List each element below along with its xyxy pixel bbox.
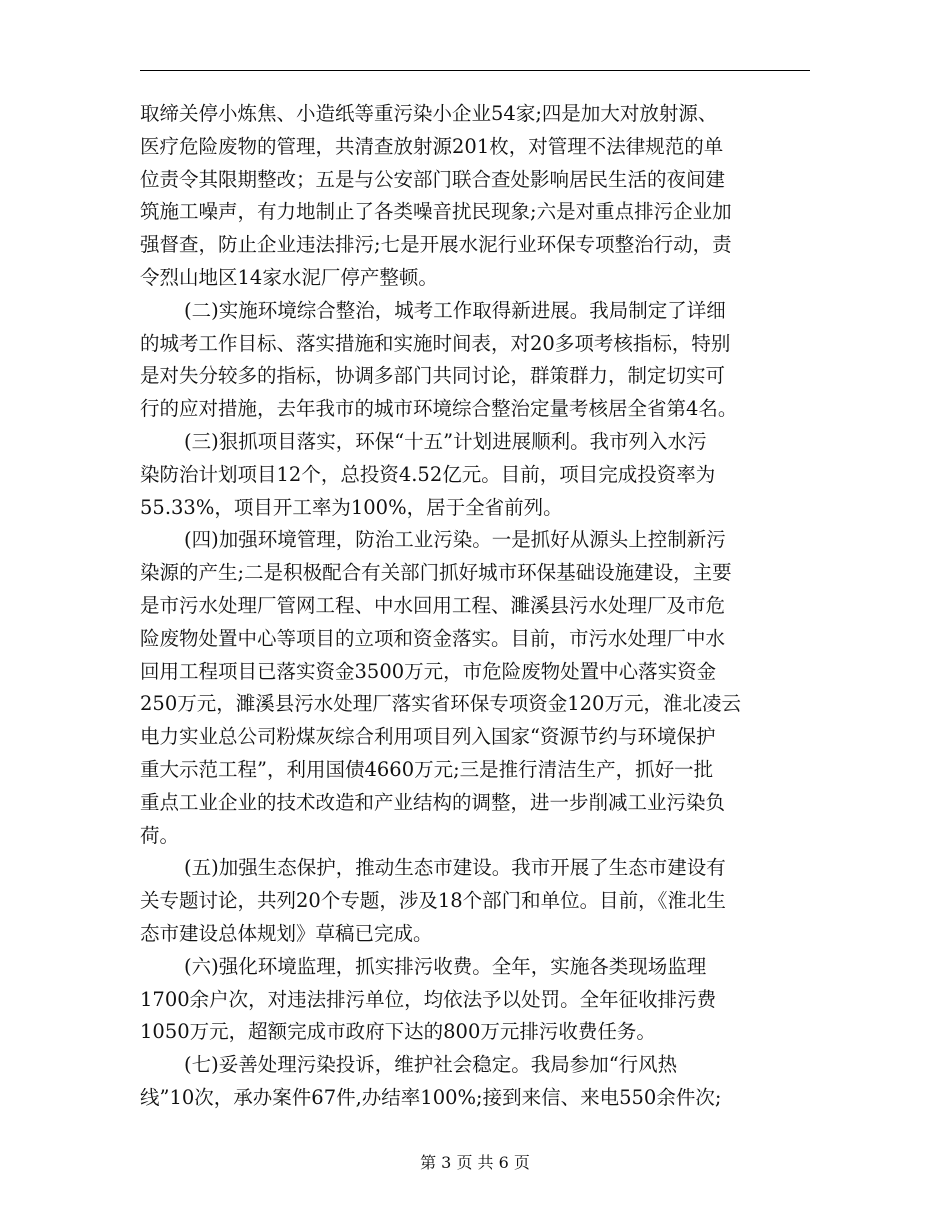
paragraph xyxy=(140,426,812,524)
text-line: 态市建设总体规划》草稿已完成。 xyxy=(140,921,433,945)
text-line: 荷。 xyxy=(140,823,180,847)
text-line: (七)妥善处理污染投诉，维护社会稳定。我局参加“行风热 xyxy=(184,1053,678,1077)
text-line: 行的应对措施，去年我市的城市环境综合整治定量考核居全省第4名。 xyxy=(140,397,738,421)
paragraph xyxy=(140,852,812,950)
text-line: 是市污水处理厂管网工程、中水回用工程、濉溪县污水处理厂及市危 xyxy=(140,593,726,617)
text-line: 55.33%，项目开工率为100%，居于全省前列。 xyxy=(140,495,563,519)
text-line: 的城考工作目标、落实措施和实施时间表，对20多项考核指标，特别 xyxy=(140,331,731,355)
text-line: 重大示范工程”，利用国债4660万元;三是推行清洁生产，抓好一批 xyxy=(140,757,714,781)
paragraph xyxy=(140,524,812,852)
text-line: 250万元，濉溪县污水处理厂落实省环保专项资金120万元，淮北凌云 xyxy=(140,692,741,716)
page-footer: 第 3 页 共 6 页 xyxy=(420,1153,530,1172)
text-line: 令烈山地区14家水泥厂停产整顿。 xyxy=(140,265,438,289)
document-body xyxy=(140,98,812,1115)
text-line: 1700余户次，对违法排污单位，均依法予以处罚。全年征收排污费 xyxy=(140,987,717,1011)
text-line: (六)强化环境监理，抓实排污收费。全年，实施各类现场监理 xyxy=(184,954,707,978)
text-line: 取缔关停小炼焦、小造纸等重污染小企业54家;四是加大对放射源、 xyxy=(140,102,718,125)
paragraph xyxy=(140,1049,812,1115)
text-line: 1050万元，超额完成市政府下达的800万元排污收费任务。 xyxy=(140,1020,656,1044)
text-line: 位责令其限期整改；五是与公安部门联合查处影响居民生活的夜间建 xyxy=(140,167,726,191)
text-line: 电力实业总公司粉煤灰综合利用项目列入国家“资源节约与环境保护 xyxy=(140,725,716,749)
text-line: 线”10次，承办案件67件,办结率100%;接到来信、来电550余件次; xyxy=(140,1085,722,1109)
paragraph xyxy=(140,295,812,426)
text-line: 重点工业企业的技术改造和产业结构的调整，进一步削减工业污染负 xyxy=(140,790,726,814)
text-line: 筑施工噪声，有力地制止了各类噪音扰民现象;六是对重点排污企业加 xyxy=(140,200,732,224)
text-line: 回用工程项目已落实资金3500万元，市危险废物处置中心落实资金 xyxy=(140,659,717,683)
text-line: 染防治计划项目12个，总投资4.52亿元。目前，项目完成投资率为 xyxy=(140,462,716,486)
text-line: 险废物处置中心等项目的立项和资金落实。目前，市污水处理厂中水 xyxy=(140,626,726,650)
text-line: 是对失分较多的指标，协调多部门共同讨论，群策群力，制定切实可 xyxy=(140,364,726,388)
text-line: (三)狠抓项目落实，环保“十五”计划进展顺利。我市列入水污 xyxy=(184,429,707,453)
text-line: 染源的产生;二是积极配合有关部门抓好城市环保基础设施建设，主要 xyxy=(140,561,732,585)
text-line: (五)加强生态保护，推动生态市建设。我市开展了生态市建设有 xyxy=(184,856,726,880)
text-line: (二)实施环境综合整治，城考工作取得新进展。我局制定了详细 xyxy=(184,298,726,322)
paragraph xyxy=(140,951,812,1049)
text-line: 关专题讨论，共列20个专题，涉及18个部门和单位。目前，《淮北生 xyxy=(140,889,726,913)
header-rule xyxy=(140,70,810,71)
text-line: 医疗危险废物的管理，共清查放射源201枚，对管理不法律规范的单 xyxy=(140,134,724,158)
text-line: 强督查，防止企业违法排污;七是开展水泥行业环保专项整治行动，责 xyxy=(140,233,732,257)
text-line: (四)加强环境管理，防治工业污染。一是抓好从源头上控制新污 xyxy=(184,528,726,552)
paragraph xyxy=(140,98,812,295)
